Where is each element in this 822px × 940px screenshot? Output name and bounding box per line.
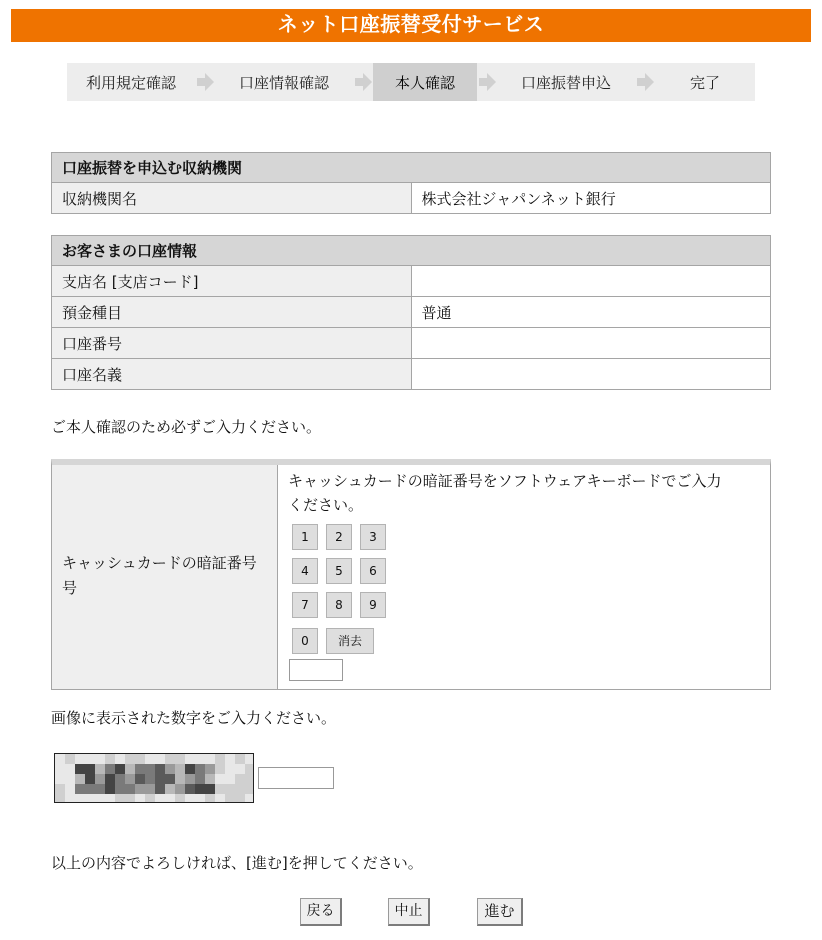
captcha-pixel [125, 764, 135, 774]
captcha-pixel [185, 774, 195, 784]
captcha-pixel [235, 764, 245, 774]
captcha-pixel [205, 794, 215, 803]
captcha-message: 画像に表示された数字をご入力ください。 [51, 709, 337, 727]
captcha-pixel [95, 794, 105, 803]
account-holder-label: 口座名義 [52, 359, 412, 390]
captcha-pixel [105, 754, 115, 764]
pin-label-text: キャッシュカードの暗証番号 [62, 554, 257, 572]
captcha-pixel [75, 794, 85, 803]
institution-heading: 口座振替を申込む収納機関 [52, 153, 771, 183]
captcha-pixel [125, 784, 135, 794]
progress-steps [67, 63, 755, 101]
captcha-pixel [175, 754, 185, 764]
captcha-pixel [225, 764, 235, 774]
captcha-pixel [205, 784, 215, 794]
captcha-pixel [215, 774, 225, 784]
captcha-pixel [215, 784, 225, 794]
captcha-pixel [85, 754, 95, 764]
captcha-pixel [115, 794, 125, 803]
step-complete: 完了 [689, 74, 720, 92]
account-number-value [411, 328, 771, 359]
captcha-pixel [165, 774, 175, 784]
captcha-pixel [145, 784, 155, 794]
proceed-message: 以上の内容でよろしければ、[進む]を押してください。 [51, 854, 423, 872]
next-button[interactable]: 進む [477, 898, 523, 926]
captcha-pixel [125, 774, 135, 784]
cancel-button[interactable]: 中止 [388, 898, 430, 926]
captcha-pixel [95, 774, 105, 784]
captcha-pixel [165, 764, 175, 774]
captcha-pixel [65, 764, 75, 774]
captcha-pixel [245, 754, 254, 764]
captcha-pixel [185, 784, 195, 794]
step-account-info: 口座情報確認 [238, 74, 329, 92]
captcha-image [54, 753, 254, 803]
captcha-pixel [235, 784, 245, 794]
captcha-pixel [85, 794, 95, 803]
keypad-key-1[interactable]: 1 [292, 524, 318, 550]
keypad-key-4[interactable]: 4 [292, 558, 318, 584]
pin-instruction-line2: ください。 [288, 496, 364, 514]
captcha-pixel [225, 794, 235, 803]
keypad-key-3[interactable]: 3 [360, 524, 386, 550]
captcha-pixel [185, 794, 195, 803]
captcha-pixel [205, 774, 215, 784]
institution-name-value: 株式会社ジャパンネット銀行 [411, 183, 771, 214]
confirm-message: ご本人確認のため必ずご入力ください。 [51, 418, 322, 436]
captcha-pixel [75, 764, 85, 774]
captcha-pixel [215, 754, 225, 764]
captcha-pixel [125, 794, 135, 803]
deposit-type-label: 預金種目 [52, 297, 412, 328]
captcha-pixel [55, 784, 65, 794]
captcha-pixel [135, 754, 145, 764]
captcha-pixel [195, 784, 205, 794]
keypad-key-6[interactable]: 6 [360, 558, 386, 584]
captcha-pixel [85, 764, 95, 774]
captcha-pixel [105, 774, 115, 784]
pin-label [52, 465, 278, 689]
captcha-pixel [155, 774, 165, 784]
captcha-pixel [185, 764, 195, 774]
account-number-label: 口座番号 [52, 328, 412, 359]
captcha-pixel [245, 784, 254, 794]
captcha-pixel [245, 794, 254, 803]
captcha-pixel [95, 754, 105, 764]
captcha-pixel [245, 774, 254, 784]
captcha-input[interactable] [258, 767, 334, 789]
captcha-pixel [205, 754, 215, 764]
captcha-pixel [145, 764, 155, 774]
captcha-pixel [175, 794, 185, 803]
step-arrow-icon [477, 63, 497, 101]
back-button[interactable]: 戻る [300, 898, 342, 926]
captcha-pixel [175, 784, 185, 794]
captcha-pixel [225, 774, 235, 784]
captcha-pixel [225, 784, 235, 794]
captcha-pixel [105, 764, 115, 774]
captcha-pixel [115, 764, 125, 774]
account-heading: お客さまの口座情報 [52, 236, 771, 266]
captcha-pixel [155, 794, 165, 803]
captcha-pixel [155, 754, 165, 764]
captcha-pixel [135, 774, 145, 784]
captcha-pixel [105, 794, 115, 803]
captcha-pixel [185, 754, 195, 764]
captcha-pixel [135, 784, 145, 794]
captcha-pixel [65, 794, 75, 803]
pin-instruction-line1: キャッシュカードの暗証番号をソフトウェアキーボードでご入力 [288, 472, 722, 490]
captcha-pixel [115, 754, 125, 764]
captcha-pixel [235, 754, 245, 764]
pin-entry-table [51, 459, 771, 690]
captcha-pixel [165, 794, 175, 803]
captcha-pixel [135, 764, 145, 774]
captcha-pixel [215, 764, 225, 774]
captcha-pixel [55, 764, 65, 774]
captcha-pixel [155, 764, 165, 774]
captcha-pixel [215, 794, 225, 803]
step-application: 口座振替申込 [520, 74, 611, 92]
pin-input[interactable] [289, 659, 343, 681]
captcha-pixel [55, 774, 65, 784]
captcha-pixel [245, 764, 254, 774]
captcha-pixel [235, 794, 245, 803]
captcha-pixel [155, 784, 165, 794]
keypad-key-9[interactable]: 9 [360, 592, 386, 618]
captcha-pixel [145, 754, 155, 764]
captcha-pixel [195, 754, 205, 764]
captcha-pixel [105, 784, 115, 794]
keypad-key-2[interactable]: 2 [326, 524, 352, 550]
captcha-pixel [195, 794, 205, 803]
captcha-pixel [65, 774, 75, 784]
captcha-pixel [225, 754, 235, 764]
step-terms: 利用規定確認 [85, 74, 176, 92]
captcha-pixel [165, 784, 175, 794]
captcha-pixel [75, 784, 85, 794]
branch-label: 支店名 [支店コード] [52, 266, 412, 297]
captcha-pixel [145, 774, 155, 784]
keypad-key-7[interactable]: 7 [292, 592, 318, 618]
account-holder-value [411, 359, 771, 390]
captcha-pixel [55, 754, 65, 764]
captcha-pixel [175, 774, 185, 784]
institution-table [51, 152, 771, 214]
captcha-pixel [195, 764, 205, 774]
captcha-pixel [85, 774, 95, 784]
step-arrow-icon [635, 63, 655, 101]
captcha-pixel [65, 784, 75, 794]
captcha-pixel [195, 774, 205, 784]
captcha-pixel [75, 754, 85, 764]
captcha-pixel [145, 794, 155, 803]
branch-value [411, 266, 771, 297]
captcha-pixel [175, 764, 185, 774]
page-header: ネット口座振替受付サービス [11, 9, 811, 42]
step-identity-current: 本人確認 [373, 63, 477, 101]
account-info-table [51, 235, 771, 390]
captcha-pixel [205, 764, 215, 774]
keypad-key-8[interactable]: 8 [326, 592, 352, 618]
pin-label-tail: 号 [62, 579, 78, 597]
deposit-type-value: 普通 [411, 297, 771, 328]
captcha-pixel [95, 784, 105, 794]
captcha-pixel [65, 754, 75, 764]
captcha-pixel [95, 764, 105, 774]
captcha-pixel [135, 794, 145, 803]
step-arrow-icon [195, 63, 215, 101]
captcha-pixel [115, 784, 125, 794]
captcha-pixel [235, 774, 245, 784]
captcha-pixel [85, 784, 95, 794]
keypad-clear-button[interactable]: 消去 [326, 628, 374, 654]
step-arrow-icon [353, 63, 373, 101]
keypad-key-0[interactable]: 0 [292, 628, 318, 654]
captcha-pixel [115, 774, 125, 784]
captcha-pixel [125, 754, 135, 764]
captcha-pixel [165, 754, 175, 764]
pin-instructions [288, 469, 766, 517]
institution-name-label: 収納機関名 [52, 183, 412, 214]
keypad-key-5[interactable]: 5 [326, 558, 352, 584]
captcha-pixel [75, 774, 85, 784]
captcha-pixel [55, 794, 65, 803]
